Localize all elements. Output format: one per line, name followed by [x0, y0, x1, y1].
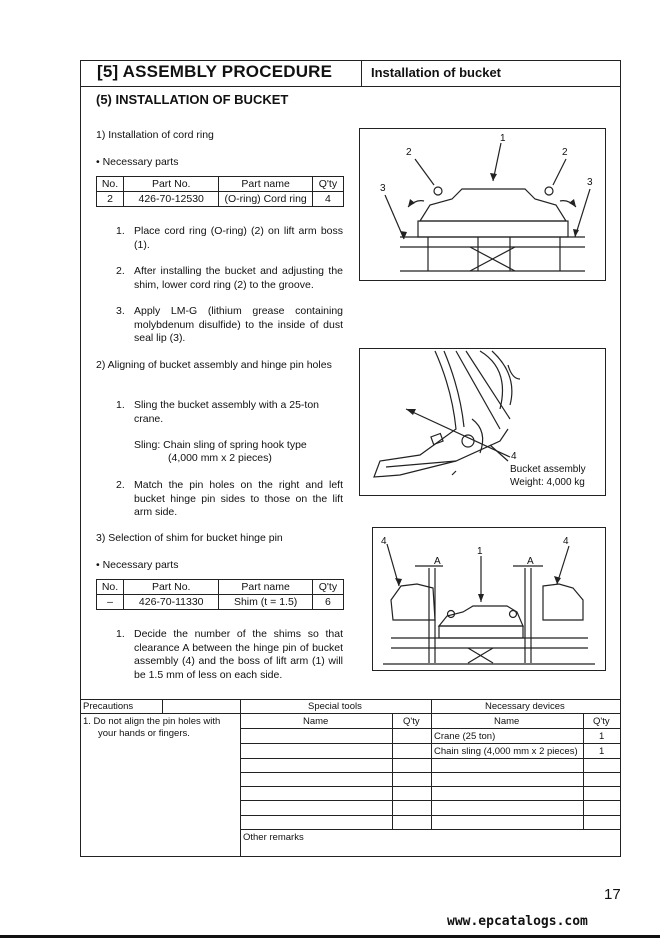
- row-line: [240, 815, 621, 816]
- sling-spec: Sling: Chain sling of spring hook type: [134, 439, 307, 451]
- cell: 2: [97, 192, 124, 207]
- fig1-label-2-right: 2: [562, 147, 568, 158]
- precaution-item-cont: your hands or fingers.: [98, 728, 190, 739]
- row-line: [240, 728, 621, 729]
- step2-title: 2) Aligning of bucket assembly and hinge pin holes: [96, 359, 332, 371]
- fig2-weight: Weight: 4,000 kg: [510, 477, 585, 488]
- col-part-name: Part name: [219, 580, 312, 595]
- row-line: [240, 829, 621, 830]
- fig2-label-4: 4: [511, 451, 517, 462]
- cell: 4: [312, 192, 343, 207]
- list-item-text: Sling the bucket assembly with a 25-ton crane.: [134, 399, 320, 425]
- fig3-label-a-left: A: [434, 556, 441, 567]
- list-item-text: Match the pin holes on the right and left bucket hinge pin sides to those on the lift arm side.: [134, 479, 343, 518]
- col-qty: Q'ty: [312, 580, 343, 595]
- cell: (O-ring) Cord ring: [219, 192, 312, 207]
- fig3-label-4-left: 4: [381, 536, 387, 547]
- step1-parts-table: [96, 176, 344, 207]
- step1-title: 1) Installation of cord ring: [96, 129, 214, 141]
- device-qty: 1: [599, 746, 605, 757]
- precautions-header-divider: [162, 699, 163, 713]
- list-item-text: Decide the number of the shims so that clearance A between the hinge pin of bucket assembly (4) and the boss of lift arm (1) will be 1.5 mm of less on each side.: [134, 628, 343, 681]
- section-title: (5) INSTALLATION OF BUCKET: [96, 92, 289, 107]
- fig3-label-1: 1: [477, 546, 483, 557]
- page-title: [5] ASSEMBLY PROCEDURE: [97, 62, 333, 81]
- figure-cord-ring: [359, 128, 606, 281]
- list-item-num: 2.: [116, 479, 125, 491]
- precautions-header: Precautions: [83, 701, 134, 712]
- table-header-row: [97, 580, 344, 595]
- special-tools-header: Special tools: [308, 701, 362, 712]
- row-line: [240, 772, 621, 773]
- table-header-row: [97, 177, 344, 192]
- step3-parts-heading: • Necessary parts: [96, 559, 179, 571]
- fig3-label-4-right: 4: [563, 536, 569, 547]
- devices-name-header: Name: [494, 716, 520, 727]
- tools-qty-header: Q'ty: [403, 716, 420, 727]
- step3-title: 3) Selection of shim for bucket hinge pin: [96, 532, 283, 544]
- col-no: No.: [97, 580, 124, 595]
- col-no: No.: [97, 177, 124, 192]
- cell: 6: [312, 595, 343, 610]
- col-part-no: Part No.: [123, 177, 218, 192]
- device-name: Crane (25 ton): [434, 731, 496, 742]
- device-qty: 1: [599, 731, 605, 742]
- fig3-label-a-right: A: [527, 556, 534, 567]
- bucket-sling-drawing: [360, 349, 605, 495]
- tools-devices-divider: [431, 699, 432, 829]
- step1-parts-heading: • Necessary parts: [96, 156, 179, 168]
- shim-drawing: [373, 528, 605, 670]
- watermark-url: www.epcatalogs.com: [447, 914, 588, 929]
- list-item-num: 1.: [116, 628, 125, 640]
- tools-qty-divider: [392, 713, 393, 829]
- fig1-label-3-left: 3: [380, 183, 386, 194]
- sling-spec-size: (4,000 mm x 2 pieces): [168, 452, 272, 464]
- figure-shim-selection: [372, 527, 606, 671]
- precautions-column-divider: [240, 699, 241, 857]
- fig1-label-2-left: 2: [406, 147, 412, 158]
- precaution-item: 1. Do not align the pin holes with: [83, 716, 221, 727]
- devices-qty-header: Q'ty: [593, 716, 610, 727]
- cell: –: [97, 595, 124, 610]
- fig2-bucket-assembly: Bucket assembly: [510, 464, 586, 475]
- figure-bucket-sling: [359, 348, 606, 496]
- page-subtitle: Installation of bucket: [371, 65, 502, 80]
- table-row: [97, 595, 344, 610]
- list-item-text: Apply LM-G (lithium grease containing molybdenum disulfide) to the inside of dust seal lip (3).: [134, 305, 343, 344]
- devices-qty-divider: [583, 713, 584, 829]
- cell: Shim (t = 1.5): [219, 595, 312, 610]
- list-item-num: 1.: [116, 225, 125, 237]
- col-qty: Q'ty: [312, 177, 343, 192]
- list-item-num: 1.: [116, 399, 125, 411]
- tools-name-header: Name: [303, 716, 329, 727]
- step3-parts-table: [96, 579, 344, 610]
- necessary-devices-header: Necessary devices: [485, 701, 565, 712]
- cord-ring-drawing: [360, 129, 605, 280]
- fig1-label-3-right: 3: [587, 177, 593, 188]
- table-row: [97, 192, 344, 207]
- header-underline: [80, 86, 621, 87]
- device-name: Chain sling (4,000 mm x 2 pieces): [434, 746, 578, 757]
- col-part-name: Part name: [219, 177, 312, 192]
- list-item-text: After installing the bucket and adjusting the shim, lower cord ring (2) to the groove.: [134, 265, 343, 291]
- other-remarks-label: Other remarks: [243, 832, 304, 843]
- header-divider: [361, 60, 362, 86]
- row-line: [240, 800, 621, 801]
- cell: 426-70-12530: [123, 192, 218, 207]
- col-part-no: Part No.: [123, 580, 218, 595]
- list-item-text: Place cord ring (O-ring) (2) on lift arm boss (1).: [134, 225, 343, 251]
- fig1-label-1: 1: [500, 133, 506, 144]
- list-item-num: 3.: [116, 305, 125, 317]
- page-number: 17: [604, 886, 621, 903]
- row-line: [240, 743, 621, 744]
- cell: 426-70-11330: [123, 595, 218, 610]
- row-line: [240, 786, 621, 787]
- bottom-table-header-line: [80, 713, 621, 714]
- list-item-num: 2.: [116, 265, 125, 277]
- row-line: [240, 758, 621, 759]
